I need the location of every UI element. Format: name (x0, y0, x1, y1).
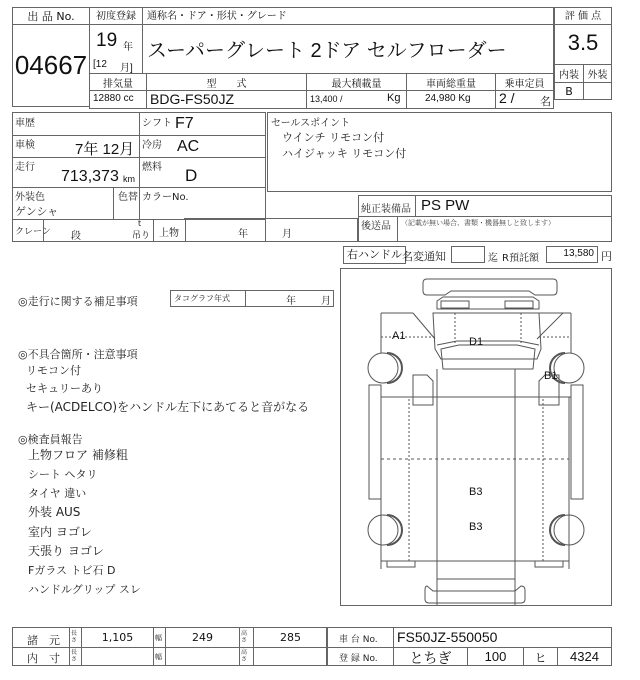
mileage-unit: km (123, 174, 135, 184)
displacement-label: 排気量 (103, 79, 133, 90)
exterior-label: 外装 (587, 70, 608, 81)
shift-value: F7 (175, 115, 194, 132)
first-reg-month: [12 (93, 59, 107, 70)
chassis-label: 車 台 No. (339, 635, 378, 645)
inspector-item: 天張り ヨゴレ (28, 544, 104, 558)
damage-mark-b3: B3 (469, 486, 483, 498)
driving-notes-title: ◎走行に関する補足事項 (18, 295, 138, 308)
color-change-label: 色替 (118, 192, 138, 203)
reg-number: 4324 (570, 649, 599, 664)
damage-diagram (340, 268, 612, 606)
defect-item: セキュリーあり (26, 382, 103, 395)
capacity-unit: 名 (540, 96, 551, 108)
displacement-value: 12880 cc (93, 93, 134, 104)
height-value: 285 (280, 631, 301, 644)
right-hand-drive-badge: 右ハンドル (343, 246, 406, 264)
name-change-suffix: 迄 (488, 253, 498, 264)
name-change-input[interactable] (451, 246, 485, 263)
crane-stage: 段 (71, 231, 81, 242)
sales-points-box (267, 112, 612, 192)
length-value: 1,105 (101, 631, 134, 644)
inspector-item: 室内 ヨゴレ (28, 525, 92, 539)
recycle-label: R預託額 (502, 253, 539, 264)
gross-weight-label: 車両総重量 (426, 79, 476, 90)
lot-number-box (12, 7, 90, 107)
equipment-box (358, 195, 612, 242)
truck-outline (341, 269, 611, 605)
crane-label: クレーン (15, 227, 51, 237)
capacity-label: 乗車定員 (504, 79, 545, 90)
max-load-unit: Kg (387, 92, 401, 104)
damage-mark-d1: D1 (469, 336, 484, 348)
tachograph-month: 月 (321, 296, 331, 307)
max-load-value: 13,400 / (310, 94, 343, 104)
capacity-value: 2 / (499, 90, 515, 106)
score-label: 評 価 点 (555, 8, 611, 25)
length-label: 長さ (71, 630, 78, 644)
body-label: 上物 (159, 228, 179, 239)
crane-lift: 吊り (132, 231, 151, 241)
later-items-label: 後送品 (361, 221, 391, 232)
recycle-unit: 円 (601, 250, 612, 263)
inner-length-label: 長さ (71, 649, 78, 663)
body-year: 年 (238, 229, 248, 240)
vehicle-name-box (142, 7, 554, 74)
registration-table (326, 627, 612, 666)
fuel-label: 燃料 (142, 162, 162, 173)
inspector-item: タイヤ 違い (28, 487, 87, 500)
sales-point-item: ウインチ リモコン付 (282, 131, 385, 144)
fuel-value: D (185, 166, 198, 185)
first-reg-label: 初度登録 (90, 8, 142, 25)
damage-mark-b3: B3 (469, 521, 483, 533)
width-label: 幅 (155, 634, 162, 642)
inspector-item: シート ヘタリ (28, 468, 98, 481)
mileage-value: 713,373 (61, 168, 119, 185)
model-label: 型 式 (206, 79, 247, 90)
recycle-value: 13,580 (563, 248, 594, 259)
width-value: 249 (192, 631, 213, 644)
dims-label: 諸 元 (27, 634, 60, 647)
tachograph-year: 年 (286, 296, 296, 307)
ac-label: 冷房 (142, 140, 162, 151)
year-unit: 年 (123, 42, 133, 53)
score-box (554, 7, 612, 100)
dimensions-table (12, 627, 328, 666)
color-label: 外装色 (15, 192, 45, 203)
interior-grade: B (565, 85, 573, 98)
interior-label: 内装 (559, 70, 579, 81)
inner-dims-label: 内 寸 (27, 652, 60, 665)
inspection-label: 車検 (15, 140, 35, 151)
model-value: BDG-FS50JZ (150, 91, 235, 107)
vehicle-name: スーパーグレート 2ドア セルフローダー (147, 40, 507, 62)
specs-row (89, 73, 554, 109)
history-label: 車歴 (15, 118, 35, 129)
inspector-item: 上物フロア 補修粗 (28, 448, 128, 462)
defect-item: キー(ACDELCO)をハンドル左下にあてると音がなる (26, 400, 310, 414)
name-change-label: 名変通知 (402, 250, 446, 263)
defects-title: ◎不具合箇所・注意事項 (18, 348, 138, 361)
reg-class: 100 (484, 649, 507, 664)
reg-label: 登 録 No. (339, 654, 378, 664)
score-value: 3.5 (567, 30, 599, 55)
body-year-box (184, 218, 358, 242)
ac-value: AC (177, 138, 200, 155)
inspector-item: Fガラス トビ石 D (28, 564, 116, 577)
lot-label: 出 品 No. (13, 8, 89, 25)
first-registration-box (89, 7, 143, 74)
tachograph-box (170, 290, 334, 307)
crane-t: t (138, 219, 142, 228)
inspector-title: ◎検査員報告 (18, 433, 83, 446)
month-unit: 月] (120, 63, 133, 74)
gross-weight-value: 24,980 Kg (425, 93, 471, 104)
damage-mark-b1: B1 (544, 370, 558, 382)
inspection-value: 7年 12月 (75, 141, 135, 158)
body-month: 月 (282, 229, 292, 240)
height-label: 高さ (241, 630, 248, 644)
inner-height-label: 高さ (241, 649, 248, 663)
chassis-number: FS50JZ-550050 (397, 629, 498, 645)
color-value: ゲンシャ (15, 205, 59, 218)
max-load-label: 最大積載量 (331, 79, 382, 90)
tachograph-label: タコグラフ年式 (174, 294, 230, 303)
inner-width-label: 幅 (155, 653, 162, 661)
inspector-item: ハンドルグリップ スレ (28, 583, 141, 596)
genuine-equipment-label: 純正装備品 (361, 204, 411, 215)
inspector-item: 外装 AUS (28, 505, 81, 519)
reg-kana: ヒ (534, 651, 547, 665)
color-no-label: カラーNo. (142, 192, 189, 203)
lot-number: 04667 (14, 50, 88, 80)
mileage-label: 走行 (15, 162, 35, 173)
reg-region: とちぎ (409, 651, 452, 667)
shift-label: シフト (142, 118, 172, 129)
damage-mark-a1: A1 (392, 330, 406, 342)
genuine-equipment-value: PS PW (421, 197, 470, 214)
vehicle-name-label: 通称名・ドア・形状・グレード (143, 8, 553, 25)
sales-point-item: ハイジャッキ リモコン付 (282, 147, 407, 160)
first-reg-year: 19 (96, 30, 118, 51)
defect-item: リモコン付 (26, 364, 81, 377)
sales-points-label: セールスポイント (271, 118, 351, 129)
recycle-amount-box (546, 246, 598, 263)
later-items-note: （記載が無い場合、書類・機器無しと致します） (401, 219, 555, 227)
